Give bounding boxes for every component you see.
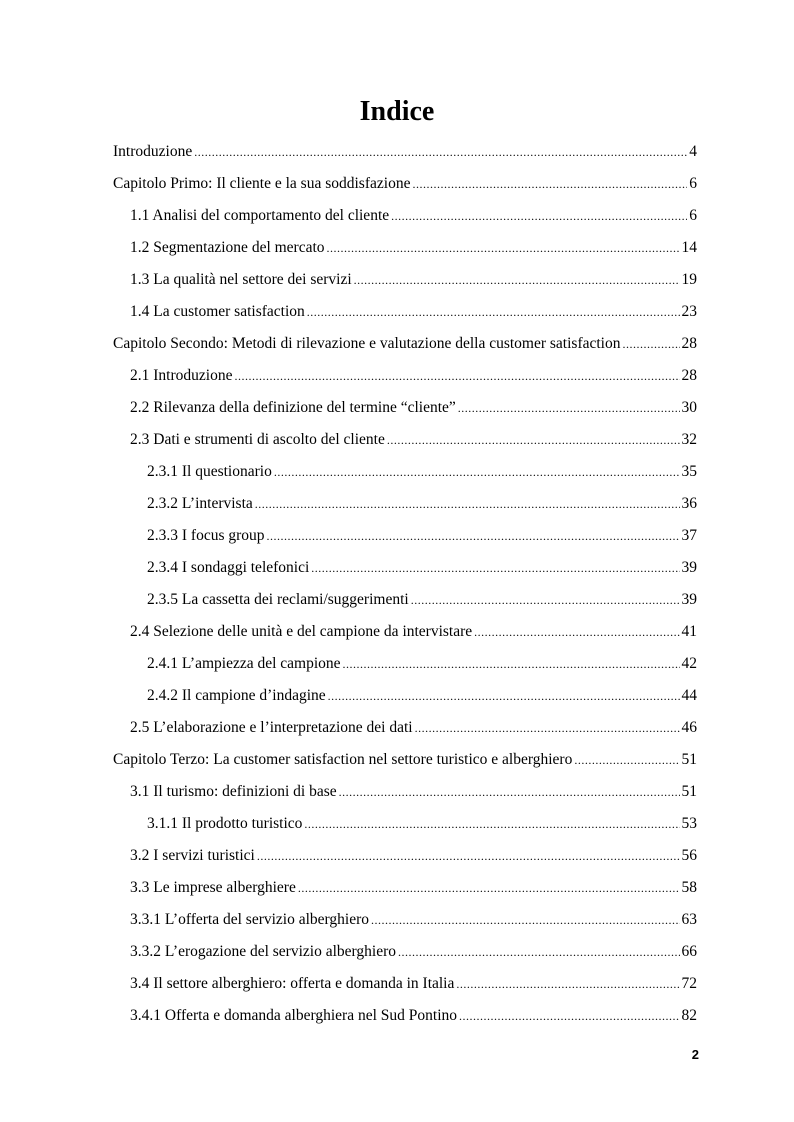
toc-dot-leader [391,200,687,232]
toc-entry[interactable] [113,296,697,328]
toc-dot-leader [574,744,679,776]
toc-entry-page: 51 [681,751,697,768]
toc-entry[interactable] [113,520,697,552]
toc-entry[interactable] [113,200,697,232]
toc-entry[interactable] [113,328,697,360]
toc-entry[interactable] [113,584,697,616]
toc-dot-leader [304,808,679,840]
toc-entry[interactable] [113,488,697,520]
toc-dot-leader [411,584,680,616]
toc-dot-leader [339,776,680,808]
toc-entry-page: 6 [689,207,697,224]
toc-entry-page: 23 [681,303,697,320]
toc-entry[interactable] [113,648,697,680]
toc-entry[interactable] [113,712,697,744]
toc-entry-page: 41 [681,623,697,640]
toc-entry-label: Capitolo Terzo: La customer satisfaction nel settore turistico e alberghiero [113,751,573,768]
page-title: Indice [359,96,435,127]
toc-dot-leader [255,488,680,520]
toc-entry-label: 1.2 Segmentazione del mercato [130,239,325,256]
toc-dot-leader [274,456,680,488]
toc-entry-label: 2.5 L’elaborazione e l’interpretazione dei dati [130,719,413,736]
toc-entry-page: 66 [681,943,697,960]
toc-entry-label: 3.3.1 L’offerta del servizio alberghiero [130,911,370,928]
toc-dot-leader [267,520,680,552]
toc-dot-leader [412,168,687,200]
toc-dot-leader [194,136,687,168]
toc-dot-leader [234,360,679,392]
toc-entry-label: 3.3 Le imprese alberghiere [130,879,296,896]
toc-entry-page: 72 [681,975,697,992]
toc-dot-leader [387,424,680,456]
toc-entry[interactable] [113,424,697,456]
toc-entry[interactable] [113,680,697,712]
toc-entry[interactable] [113,456,697,488]
toc-entry-page: 32 [681,431,697,448]
toc-dot-leader [354,264,680,296]
toc-entry-page: 63 [681,911,697,928]
toc-entry[interactable] [113,1000,697,1032]
toc-dot-leader [415,712,680,744]
toc-entry-label: Capitolo Primo: Il cliente e la sua soddisfazione [113,175,411,192]
toc-entry-page: 58 [681,879,697,896]
toc-entry-page: 28 [681,335,697,352]
toc-entry[interactable] [113,264,697,296]
toc-entry-label: Introduzione [113,143,193,160]
toc-entry-label: 2.3.5 La cassetta dei reclami/suggerimenti [147,591,409,608]
toc-entry-label: 2.4 Selezione delle unità e del campione da intervistare [130,623,473,640]
toc-entry-page: 19 [681,271,697,288]
toc-entry[interactable] [113,616,697,648]
toc-entry-label: 3.1 Il turismo: definizioni di base [130,783,337,800]
toc-entry[interactable] [113,360,697,392]
toc-dot-leader [458,392,680,424]
toc-entry[interactable] [113,232,697,264]
toc-entry[interactable] [113,744,697,776]
toc-entry-page: 53 [681,815,697,832]
toc-entry-page: 37 [681,527,697,544]
toc-entry-page: 39 [681,559,697,576]
toc-dot-leader [311,552,679,584]
toc-entry[interactable] [113,904,697,936]
toc-entry[interactable] [113,872,697,904]
toc-entry-label: 2.3.4 I sondaggi telefonici [147,559,310,576]
toc-entry-label: 3.4 Il settore alberghiero: offerta e domanda in Italia [130,975,455,992]
toc-entry-label: 2.3.2 L’intervista [147,495,253,512]
toc-dot-leader [257,840,680,872]
toc-dot-leader [622,328,679,360]
toc-entry-label: 2.3.3 I focus group [147,527,265,544]
toc-entry-label: 1.3 La qualità nel settore dei servizi [130,271,352,288]
toc-entry-page: 14 [681,239,697,256]
toc-entry-page: 42 [681,655,697,672]
toc-entry-label: 3.1.1 Il prodotto turistico [147,815,303,832]
toc-entry-page: 36 [681,495,697,512]
toc-entry-page: 4 [689,143,697,160]
toc-entry-page: 6 [689,175,697,192]
toc-entry-page: 39 [681,591,697,608]
toc-entry-label: 2.2 Rilevanza della definizione del termine “cliente” [130,399,456,416]
toc-dot-leader [328,680,680,712]
toc-dot-leader [343,648,680,680]
toc-dot-leader [307,296,680,328]
toc-entry-page: 51 [681,783,697,800]
toc-entry-label: 2.1 Introduzione [130,367,233,384]
toc-dot-leader [459,1000,680,1032]
toc-entry-page: 30 [681,399,697,416]
toc-entry-label: 2.4.2 Il campione d’indagine [147,687,326,704]
toc-entry-label: 2.3.1 Il questionario [147,463,272,480]
toc-entry-label: 3.2 I servizi turistici [130,847,255,864]
toc-entry[interactable] [113,168,697,200]
page-number: 2 [691,1047,699,1062]
toc-entry-label: 2.4.1 L’ampiezza del campione [147,655,341,672]
toc-entry[interactable] [113,392,697,424]
toc-entry[interactable] [113,968,697,1000]
toc-entry-label: 1.1 Analisi del comportamento del cliente [130,207,390,224]
toc-entry-label: 2.3 Dati e strumenti di ascolto del cliente [130,431,385,448]
toc-entry-label: 3.4.1 Offerta e domanda alberghiera nel Sud Pontino [130,1007,457,1024]
toc-entry[interactable] [113,808,697,840]
toc-entry-page: 46 [681,719,697,736]
table-of-contents [113,136,697,1032]
toc-dot-leader [398,936,680,968]
toc-dot-leader [298,872,680,904]
toc-entry-page: 56 [681,847,697,864]
toc-entry-page: 35 [681,463,697,480]
toc-dot-leader [474,616,679,648]
toc-entry-label: 3.3.2 L’erogazione del servizio alberghiero [130,943,396,960]
toc-dot-leader [456,968,679,1000]
toc-dot-leader [371,904,679,936]
toc-entry[interactable] [113,552,697,584]
toc-entry-page: 28 [681,367,697,384]
toc-entry-page: 44 [681,687,697,704]
toc-entry[interactable] [113,936,697,968]
toc-entry[interactable] [113,776,697,808]
toc-entry-label: Capitolo Secondo: Metodi di rilevazione e valutazione della customer satisfaction [113,335,621,352]
toc-entry[interactable] [113,840,697,872]
toc-entry[interactable] [113,136,697,168]
toc-entry-page: 82 [681,1007,697,1024]
toc-dot-leader [327,232,680,264]
toc-entry-label: 1.4 La customer satisfaction [130,303,305,320]
